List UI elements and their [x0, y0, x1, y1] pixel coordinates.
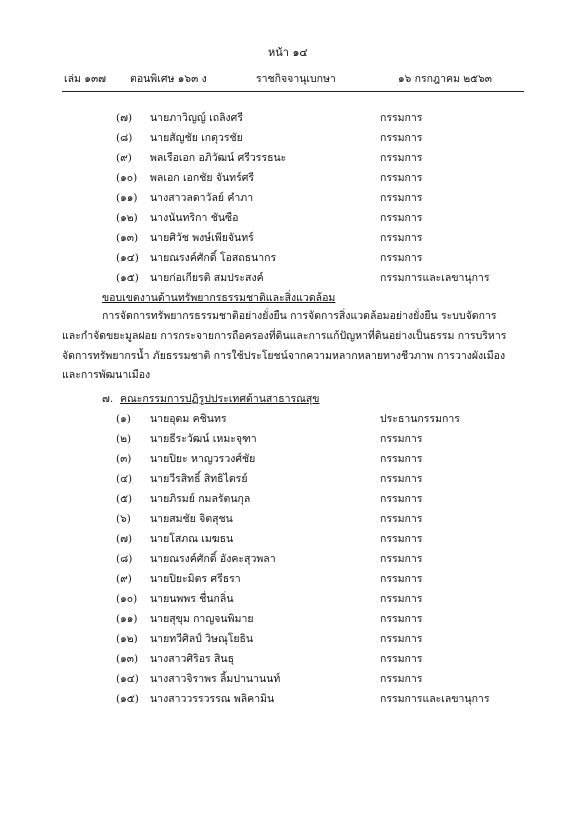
- item-number: (๑๔): [116, 673, 139, 685]
- member-role: กรรมการ: [380, 593, 423, 605]
- item-number: (๓): [116, 453, 132, 465]
- member-role: กรรมการ: [380, 252, 423, 264]
- item-number: (๑๕): [116, 693, 139, 705]
- member-name: นายศิวัช พงษ์เพียจันทร์: [150, 232, 254, 244]
- item-number: (๑): [116, 413, 131, 425]
- item-number: (๑๑): [116, 192, 138, 204]
- member-name: นายอุดม คชินทร: [150, 413, 227, 425]
- item-number: (๘): [116, 132, 133, 144]
- member-role: กรรมการและเลขานุการ: [380, 272, 490, 284]
- member-role: กรรมการ: [380, 533, 423, 545]
- member-role: กรรมการ: [380, 633, 423, 645]
- member-role: ประธานกรรมการ: [380, 413, 460, 425]
- member-name: นายโสภณ เมฆธน: [150, 533, 234, 545]
- member-role: กรรมการ: [380, 132, 423, 144]
- member-name: นางสาวลดาวัลย์ คำภา: [150, 192, 254, 204]
- member-name: นางสาวจิราพร ลิ้มปานานนท์: [150, 673, 281, 685]
- item-number: (๘): [116, 553, 133, 565]
- member-role: กรรมการ: [380, 232, 423, 244]
- scope-line: และกำจัดขยะมูลฝอย การกระจายการถือครองที่ดินและการแก้ปัญหาที่ดินอย่างเป็นธรรม การบริหาร: [62, 330, 507, 342]
- member-role: กรรมการ: [380, 553, 423, 565]
- page-number: หน้า ๑๔: [268, 46, 308, 59]
- gazette-name: ราชกิจจานุเบกษา: [256, 73, 336, 85]
- item-number: (๑๑): [116, 613, 138, 625]
- member-role: กรรมการ: [380, 192, 423, 204]
- member-role: กรรมการ: [380, 453, 423, 465]
- member-role: กรรมการ: [380, 673, 423, 685]
- item-number: (๑๐): [116, 593, 138, 605]
- volume-label: เล่ม ๑๓๗: [64, 73, 107, 85]
- member-role: กรรมการ: [380, 172, 423, 184]
- scope-paragraph: [62, 327, 506, 386]
- committee-number: ๗.: [102, 393, 114, 405]
- item-number: (๑๕): [116, 272, 139, 284]
- member-name: นายนพพร ชื่นกลิ่น: [150, 593, 234, 605]
- member-name: นายสัญชัย เกตุวรชัย: [150, 132, 243, 144]
- member-role: กรรมการ: [380, 112, 423, 124]
- member-role: กรรมการ: [380, 152, 423, 164]
- scope-paragraph: [102, 307, 497, 327]
- member-name: นายธีระวัฒน์ เหมะจุฑา: [150, 433, 257, 445]
- member-name: นางสาววรรวรรณ พลิคามิน: [150, 693, 275, 705]
- item-number: (๑๔): [116, 252, 139, 264]
- item-number: (๑๒): [116, 212, 138, 224]
- member-name: นายก่อเกียรติ สมประสงค์: [150, 272, 264, 284]
- member-name: นางนันทริกา ชันซือ: [150, 212, 239, 224]
- item-number: (๑๐): [116, 172, 138, 184]
- scope-heading: ขอบเขตงานด้านทรัพยากรธรรมชาติและสิ่งแวดล้อม: [102, 292, 336, 304]
- member-name: นายสุขุม กาญจนพิมาย: [150, 613, 254, 625]
- member-name: พลเอก เอกชัย จันทร์ศรี: [150, 172, 255, 184]
- member-role: กรรมการและเลขานุการ: [380, 693, 490, 705]
- item-number: (๒): [116, 433, 132, 445]
- member-name: นายปิยะมิตร ศรีธรา: [150, 573, 241, 585]
- scope-line: และการพัฒนาเมือง: [62, 369, 151, 381]
- item-number: (๙): [116, 573, 132, 585]
- member-name: พลเรือเอก อภิวัฒน์ ศรีวรรธนะ: [150, 152, 287, 164]
- member-role: กรรมการ: [380, 573, 423, 585]
- member-role: กรรมการ: [380, 653, 423, 665]
- member-role: กรรมการ: [380, 212, 423, 224]
- issue-date: ๑๖ กรกฎาคม ๒๕๖๓: [398, 73, 492, 85]
- section-label: ตอนพิเศษ ๑๖๓ ง: [130, 73, 207, 85]
- item-number: (๗): [116, 533, 133, 545]
- member-role: กรรมการ: [380, 493, 423, 505]
- member-name: นายทวีศิลป์ วิษณุโยธิน: [150, 633, 254, 645]
- committee-title: คณะกรรมการปฏิรูปประเทศด้านสาธารณสุข: [120, 393, 320, 405]
- member-name: นางสาวศิริอร สินธุ: [150, 653, 234, 665]
- member-name: นายปิยะ หาญวรวงศ์ชัย: [150, 453, 256, 465]
- member-role: กรรมการ: [380, 513, 423, 525]
- member-name: นายณรงค์ศักดิ์ อังคะสุวพลา: [150, 553, 276, 565]
- member-role: กรรมการ: [380, 433, 423, 445]
- item-number: (๑๓): [116, 653, 139, 665]
- member-role: กรรมการ: [380, 613, 423, 625]
- item-number: (๙): [116, 152, 132, 164]
- item-number: (๖): [116, 513, 131, 525]
- item-number: (๑๒): [116, 633, 138, 645]
- member-name: นายสมชัย จิตสุชน: [150, 513, 233, 525]
- scope-line: จัดการทรัพยากรน้ำ ภัยธรรมชาติ การใช้ประโยชน์จากความหลากหลายทางชีวภาพ การวางผังเมือง: [62, 349, 506, 362]
- item-number: (๑๓): [116, 232, 139, 244]
- member-name: นายภิรมย์ กมลรัตนกุล: [150, 493, 251, 505]
- item-number: (๕): [116, 493, 133, 505]
- member-name: นายณรงค์ศักดิ์ โอสถธนากร: [150, 252, 277, 264]
- header-divider: [62, 91, 524, 92]
- member-name: นายวีรสิทธิ์ สิทธิไตรย์: [150, 473, 248, 485]
- item-number: (๔): [116, 473, 133, 485]
- member-role: กรรมการ: [380, 473, 423, 485]
- scope-line: การจัดการทรัพยากรธรรมชาติอย่างยั่งยืน การจัดการสิ่งแวดล้อมอย่างยั่งยืน ระบบจัดการ: [102, 310, 497, 322]
- item-number: (๗): [116, 112, 133, 124]
- member-name: นายภาวิญญ์ เถลิงศรี: [150, 112, 243, 124]
